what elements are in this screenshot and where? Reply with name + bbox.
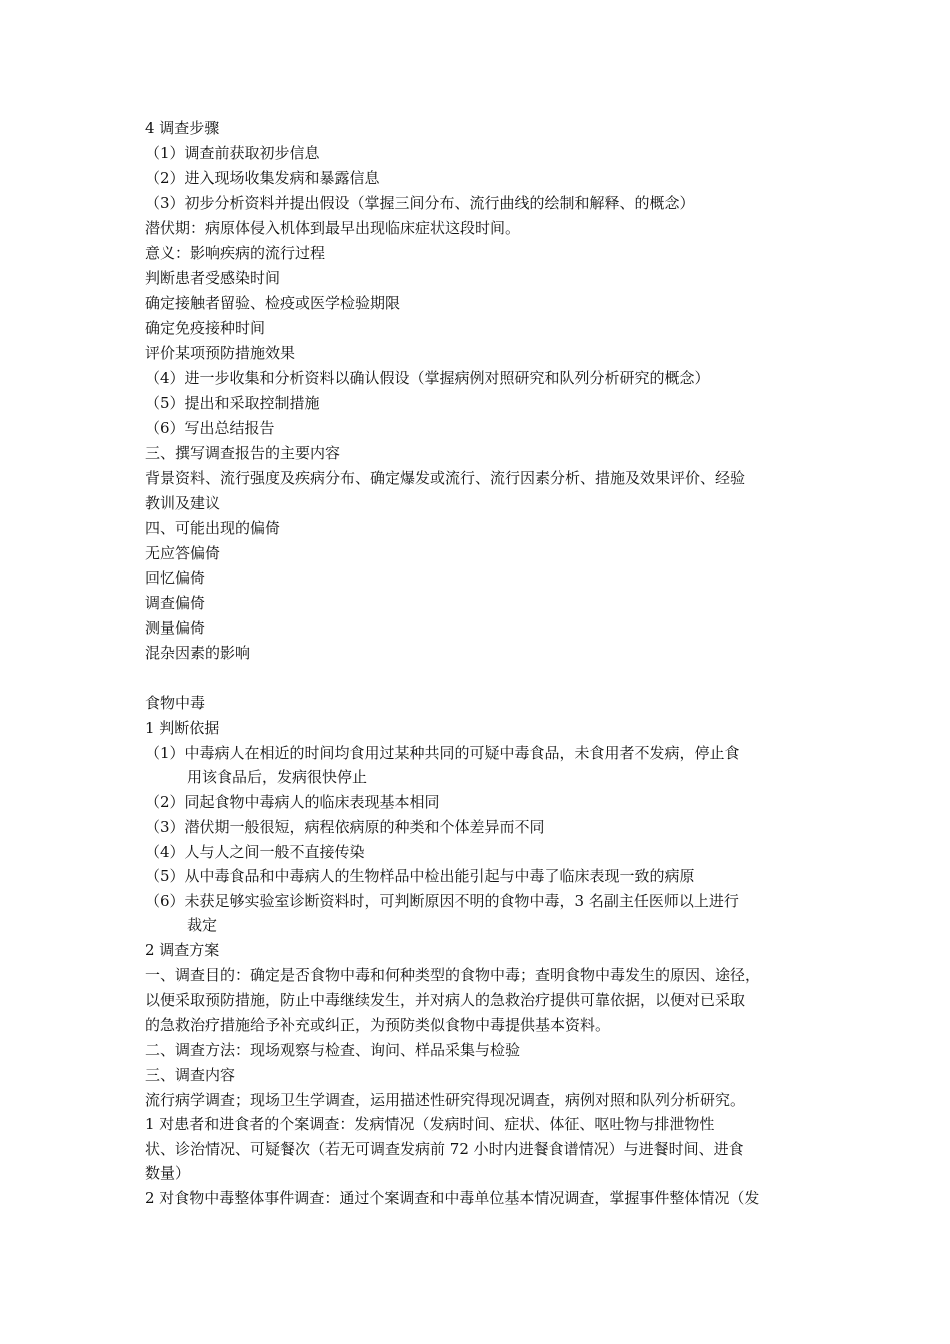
purpose-line-2: 以便采取预防措施，防止中毒继续发生，并对病人的急救治疗提供可靠依据，以便对已采取	[145, 991, 746, 1009]
purpose-line-3: 的急救治疗措施给予补充或纠正，为预防类似食物中毒提供基本资料。	[145, 1016, 611, 1034]
purpose-line-1: 一、调查目的：确定是否食物中毒和何种类型的食物中毒；查明食物中毒发生的原因、途径，	[145, 966, 761, 984]
criterion-4: （4）人与人之间一般不直接传染	[145, 843, 365, 861]
significance: 意义：影响疾病的流行过程	[145, 244, 326, 262]
step-4: （4）进一步收集和分析资料以确认假设（掌握病例对照研究和队列分析研究的概念）	[145, 369, 710, 387]
report-line-2: 教训及建议	[145, 494, 221, 512]
criterion-6: （6）未获足够实验室诊断资料时，可判断原因不明的食物中毒，3 名副主任医师以上进行	[145, 892, 739, 910]
point-2: 确定接触者留验、检疫或医学检验期限	[145, 294, 401, 312]
step-6: （6）写出总结报告	[145, 419, 275, 437]
report-line-1: 背景资料、流行强度及疾病分布、确定爆发或流行、流行因素分析、措施及效果评价、经验	[145, 469, 746, 487]
point-4: 评价某项预防措施效果	[145, 344, 296, 362]
item-1-line-1: 1 对患者和进食者的个案调查：发病情况（发病时间、症状、体征、呕吐物与排泄物性	[145, 1115, 715, 1133]
section-heading: 4 调查步骤	[145, 119, 220, 137]
plan-heading: 2 调查方案	[145, 941, 220, 959]
section-title: 食物中毒	[145, 694, 206, 712]
point-1: 判断患者受感染时间	[145, 269, 281, 287]
incubation-definition: 潜伏期：病原体侵入机体到最早出现临床症状这段时间。	[145, 219, 521, 237]
bias-item: 无应答偏倚	[145, 544, 221, 562]
item-1-line-3: 数量）	[145, 1164, 191, 1182]
criterion-1: （1）中毒病人在相近的时间均食用过某种共同的可疑中毒食品，未食用者不发病，停止食	[145, 744, 740, 762]
item-1-line-2: 状、诊治情况、可疑餐次（若无可调查发病前 72 小时内进餐食谱情况）与进餐时间、进食	[145, 1140, 744, 1158]
step-2: （2）进入现场收集发病和暴露信息	[145, 169, 380, 187]
criterion-6-cont: 裁定	[187, 916, 218, 934]
step-5: （5）提出和采取控制措施	[145, 394, 320, 412]
bias-item: 调查偏倚	[145, 594, 206, 612]
step-3: （3）初步分析资料并提出假设（掌握三间分布、流行曲线的绘制和解释、的概念）	[145, 194, 695, 212]
content-heading: 三、调查内容	[145, 1066, 236, 1084]
bias-item: 混杂因素的影响	[145, 644, 251, 662]
criteria-heading: 1 判断依据	[145, 719, 220, 737]
method: 二、调查方法：现场观察与检查、询问、样品采集与检验	[145, 1041, 521, 1059]
report-heading: 三、撰写调查报告的主要内容	[145, 444, 341, 462]
epi-survey: 流行病学调查；现场卫生学调查，运用描述性研究得现况调查，病例对照和队列分析研究。	[145, 1091, 746, 1109]
criterion-5: （5）从中毒食品和中毒病人的生物样品中检出能引起与中毒了临床表现一致的病原	[145, 867, 695, 885]
bias-item: 回忆偏倚	[145, 569, 206, 587]
bias-heading: 四、可能出现的偏倚	[145, 519, 281, 537]
criterion-1-cont: 用该食品后，发病很快停止	[187, 768, 368, 786]
step-1: （1）调查前获取初步信息	[145, 144, 320, 162]
bias-item: 测量偏倚	[145, 619, 206, 637]
criterion-3: （3）潜伏期一般很短，病程依病原的种类和个体差异而不同	[145, 818, 545, 836]
point-3: 确定免疫接种时间	[145, 319, 266, 337]
item-2-line-1: 2 对食物中毒整体事件调查：通过个案调查和中毒单位基本情况调查，掌握事件整体情况（发	[145, 1189, 760, 1207]
criterion-2: （2）同起食物中毒病人的临床表现基本相同	[145, 793, 440, 811]
